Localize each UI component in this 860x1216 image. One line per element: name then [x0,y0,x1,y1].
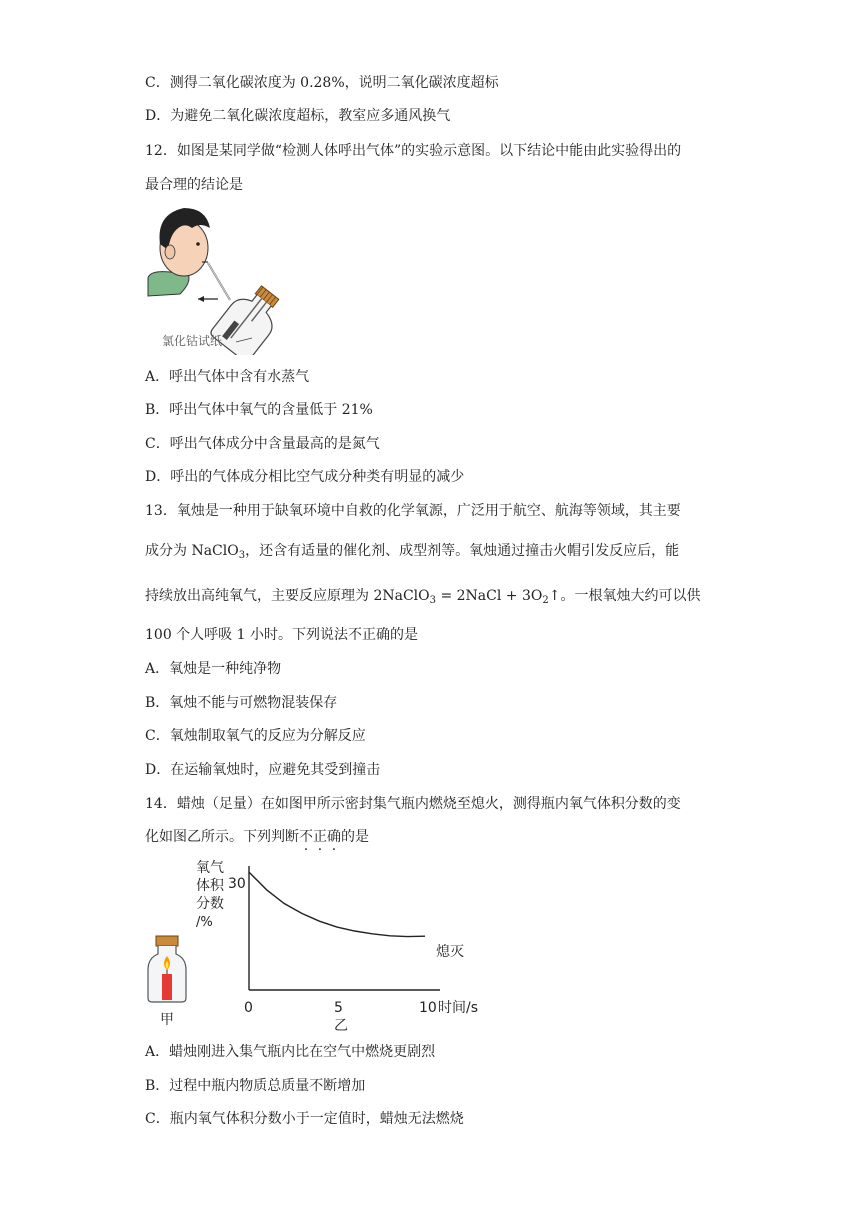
glass-tube-inner [208,263,230,300]
curve-annotation: 熄灭 [436,944,464,960]
subscript: 3 [238,550,246,561]
q11-option-d: D．为避免二氧化碳浓度超标，教室应多通风换气 [145,108,451,124]
q14-figure [140,852,500,1032]
candle [162,974,172,1000]
subscript: 3 [429,595,436,606]
subscript: 2 [542,595,549,606]
jar-label: 甲 [160,1012,174,1028]
y-axis-label-line: 氧气 [196,860,224,876]
q11-option-c: C．测得二氧化碳浓度为 0.28%，说明二氧化碳浓度超标 [145,75,499,91]
y-axis-label-line: 体积 [196,878,224,894]
q12-stem-line-2: 最合理的结论是 [145,177,243,193]
emphasis-char: 不 [299,829,313,845]
q14-stem-line-1: 14．蜡烛（足量）在如图甲所示密封集气瓶内燃烧至熄火，测得瓶内氧气体积分数的变 [145,796,681,812]
cobalt-chloride-paper-label: 氯化钴试纸 [162,334,223,348]
q14-option-a: A．蜡烛刚进入集气瓶内比在空气中燃烧更剧烈 [145,1044,436,1060]
q13-stem-line-2 [145,541,679,566]
emphasis-char: 确 [327,829,341,845]
chart-label: 乙 [334,1018,348,1032]
q13-equation-left: 持续放出高纯氧气，主要反应原理为 2NaClO [145,588,430,604]
q13-stem-text: ↑。一根氧烛大约可以供 [548,588,701,604]
x-tick-label: 5 [334,1000,343,1016]
q13-stem-line-3 [145,586,700,611]
q12-option-c: C．呼出气体成分中含量最高的是氮气 [145,436,380,452]
sealed-jar [148,936,186,1002]
q13-option-b: B．氧烛不能与可燃物混装保存 [145,695,338,711]
q13-stem-line-1: 13．氧烛是一种用于缺氧环境中自救的化学氧源，广泛用于航空、航海等领域，其主要 [145,503,681,519]
y-tick-label: 30 [228,876,246,892]
q12-option-a: A．呼出气体中含有水蒸气 [145,369,310,385]
y-axis-label-line: /% [196,915,213,930]
x-tick-label: 0 [244,1000,253,1016]
boy-eye [196,242,200,246]
q14-stem-line-2 [145,827,369,847]
q13-formula-text: 成分为 NaClO [145,543,239,559]
q12-stem-line-1: 12．如图是某同学做“检测人体呼出气体”的实验示意图。以下结论中能由此实验得出的 [145,143,682,159]
q12-option-b: B．呼出气体中氧气的含量低于 21% [145,402,373,418]
oxygen-curve [249,872,425,937]
q13-stem-line-4: 100 个人呼吸 1 小时。下列说法不正确的是 [145,627,418,643]
boy-ear [165,245,175,259]
q13-option-d: D．在运输氧烛时，应避免其受到撞击 [145,762,381,778]
y-axis-label-line: 分数 [196,896,224,912]
q13-stem-text: ，还含有适量的催化剂、成型剂等。氧烛通过撞击火帽引发反应后，能 [245,543,680,559]
emphasis-char: 正 [313,829,327,845]
q13-equation-right: = 2NaCl + 3O [436,588,543,604]
q12-option-d: D．呼出的气体成分相比空气成分种类有明显的减少 [145,469,465,485]
q14-stem-text: 化如图乙所示。下列判断 [145,829,299,845]
q14-option-c: C．瓶内氧气体积分数小于一定值时，蜡烛无法燃烧 [145,1111,464,1127]
q13-option-c: C．氧烛制取氧气的反应为分解反应 [145,728,366,744]
q14-option-b: B．过程中瓶内物质总质量不断增加 [145,1078,366,1094]
x-tick-label: 10 [419,1000,437,1016]
x-axis-label: 时间/s [438,1000,479,1016]
q14-stem-text: 的是 [341,829,369,845]
q13-option-a: A．氧烛是一种纯净物 [145,661,282,677]
